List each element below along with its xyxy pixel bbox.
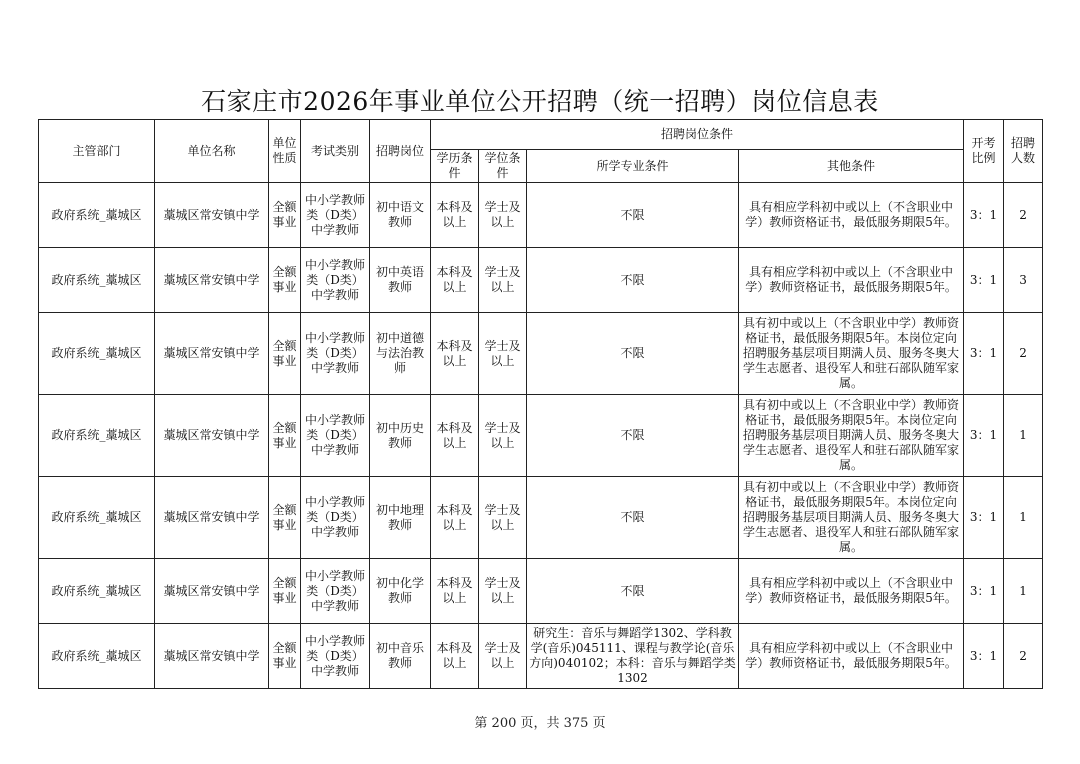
header-degree: 学位条件	[479, 150, 527, 183]
cell-edu: 本科及以上	[431, 183, 479, 248]
cell-other: 具有相应学科初中或以上（不含职业中学）教师资格证书，最低服务期限5年。	[739, 559, 964, 624]
cell-unit: 藁城区常安镇中学	[155, 183, 269, 248]
table-row	[39, 248, 1043, 313]
header-post: 招聘岗位	[370, 120, 431, 183]
cell-post: 初中道德与法治教师	[370, 313, 431, 395]
cell-dept: 政府系统_藁城区	[39, 395, 155, 477]
header-nature: 单位性质	[269, 120, 301, 183]
header-dept: 主管部门	[39, 120, 155, 183]
cell-exam: 中小学教师类（D类）中学教师	[301, 559, 370, 624]
cell-other: 具有初中或以上（不含职业中学）教师资格证书，最低服务期限5年。本岗位定向招聘服务基层项目期满人员、服务冬奥大学生志愿者、退役军人和驻石部队随军家属。	[739, 395, 964, 477]
cell-nature: 全额事业	[269, 183, 301, 248]
header-conditions: 招聘岗位条件	[431, 120, 964, 150]
cell-count: 1	[1004, 477, 1043, 559]
cell-dept: 政府系统_藁城区	[39, 313, 155, 395]
cell-nature: 全额事业	[269, 559, 301, 624]
cell-count: 2	[1004, 624, 1043, 689]
table-row	[39, 477, 1043, 559]
header-edu: 学历条件	[431, 150, 479, 183]
header-ratio: 开考比例	[964, 120, 1004, 183]
cell-exam: 中小学教师类（D类）中学教师	[301, 183, 370, 248]
cell-degree: 学士及以上	[479, 313, 527, 395]
cell-dept: 政府系统_藁城区	[39, 477, 155, 559]
cell-exam: 中小学教师类（D类）中学教师	[301, 395, 370, 477]
cell-edu: 本科及以上	[431, 624, 479, 689]
header-major: 所学专业条件	[527, 150, 739, 183]
cell-degree: 学士及以上	[479, 183, 527, 248]
cell-nature: 全额事业	[269, 248, 301, 313]
cell-ratio: 3：1	[964, 624, 1004, 689]
cell-degree: 学士及以上	[479, 248, 527, 313]
table-row	[39, 395, 1043, 477]
header-row-1	[39, 120, 1043, 150]
cell-major: 不限	[527, 183, 739, 248]
cell-nature: 全额事业	[269, 624, 301, 689]
cell-post: 初中音乐教师	[370, 624, 431, 689]
cell-dept: 政府系统_藁城区	[39, 624, 155, 689]
cell-edu: 本科及以上	[431, 559, 479, 624]
cell-ratio: 3：1	[964, 559, 1004, 624]
cell-major: 不限	[527, 395, 739, 477]
cell-edu: 本科及以上	[431, 477, 479, 559]
cell-degree: 学士及以上	[479, 395, 527, 477]
page-footer: 第 200 页，共 375 页	[474, 716, 606, 731]
cell-exam: 中小学教师类（D类）中学教师	[301, 477, 370, 559]
cell-edu: 本科及以上	[431, 313, 479, 395]
cell-other: 具有初中或以上（不含职业中学）教师资格证书，最低服务期限5年。本岗位定向招聘服务基层项目期满人员、服务冬奥大学生志愿者、退役军人和驻石部队随军家属。	[739, 477, 964, 559]
cell-major: 不限	[527, 248, 739, 313]
cell-ratio: 3：1	[964, 395, 1004, 477]
cell-major: 不限	[527, 559, 739, 624]
table-row	[39, 559, 1043, 624]
cell-ratio: 3：1	[964, 248, 1004, 313]
cell-edu: 本科及以上	[431, 395, 479, 477]
cell-degree: 学士及以上	[479, 624, 527, 689]
cell-unit: 藁城区常安镇中学	[155, 559, 269, 624]
cell-other: 具有初中或以上（不含职业中学）教师资格证书，最低服务期限5年。本岗位定向招聘服务基层项目期满人员、服务冬奥大学生志愿者、退役军人和驻石部队随军家属。	[739, 313, 964, 395]
cell-unit: 藁城区常安镇中学	[155, 477, 269, 559]
cell-exam: 中小学教师类（D类）中学教师	[301, 313, 370, 395]
header-unit: 单位名称	[155, 120, 269, 183]
cell-major: 不限	[527, 313, 739, 395]
cell-post: 初中英语教师	[370, 248, 431, 313]
header-exam: 考试类别	[301, 120, 370, 183]
cell-nature: 全额事业	[269, 313, 301, 395]
cell-ratio: 3：1	[964, 313, 1004, 395]
cell-degree: 学士及以上	[479, 477, 527, 559]
table-row	[39, 313, 1043, 395]
cell-ratio: 3：1	[964, 183, 1004, 248]
cell-other: 具有相应学科初中或以上（不含职业中学）教师资格证书，最低服务期限5年。	[739, 624, 964, 689]
cell-post: 初中地理教师	[370, 477, 431, 559]
cell-count: 2	[1004, 183, 1043, 248]
cell-major: 研究生：音乐与舞蹈学1302、学科教学(音乐)045111、课程与教学论(音乐方向)040102；本科：音乐与舞蹈学类1302	[527, 624, 739, 689]
table-row	[39, 183, 1043, 248]
cell-other: 具有相应学科初中或以上（不含职业中学）教师资格证书，最低服务期限5年。	[739, 248, 964, 313]
cell-count: 3	[1004, 248, 1043, 313]
recruitment-table	[38, 119, 1043, 689]
cell-dept: 政府系统_藁城区	[39, 248, 155, 313]
cell-major: 不限	[527, 477, 739, 559]
cell-edu: 本科及以上	[431, 248, 479, 313]
cell-exam: 中小学教师类（D类）中学教师	[301, 624, 370, 689]
cell-count: 2	[1004, 313, 1043, 395]
cell-unit: 藁城区常安镇中学	[155, 624, 269, 689]
cell-count: 1	[1004, 559, 1043, 624]
header-count: 招聘人数	[1004, 120, 1043, 183]
cell-post: 初中历史教师	[370, 395, 431, 477]
cell-other: 具有相应学科初中或以上（不含职业中学）教师资格证书，最低服务期限5年。	[739, 183, 964, 248]
page-title: 石家庄市2026年事业单位公开招聘（统一招聘）岗位信息表	[201, 87, 879, 116]
cell-ratio: 3：1	[964, 477, 1004, 559]
cell-unit: 藁城区常安镇中学	[155, 395, 269, 477]
cell-count: 1	[1004, 395, 1043, 477]
cell-dept: 政府系统_藁城区	[39, 559, 155, 624]
cell-nature: 全额事业	[269, 395, 301, 477]
cell-post: 初中语文教师	[370, 183, 431, 248]
table-row	[39, 624, 1043, 689]
cell-degree: 学士及以上	[479, 559, 527, 624]
header-other: 其他条件	[739, 150, 964, 183]
cell-dept: 政府系统_藁城区	[39, 183, 155, 248]
cell-exam: 中小学教师类（D类）中学教师	[301, 248, 370, 313]
cell-post: 初中化学教师	[370, 559, 431, 624]
cell-unit: 藁城区常安镇中学	[155, 248, 269, 313]
cell-unit: 藁城区常安镇中学	[155, 313, 269, 395]
cell-nature: 全额事业	[269, 477, 301, 559]
